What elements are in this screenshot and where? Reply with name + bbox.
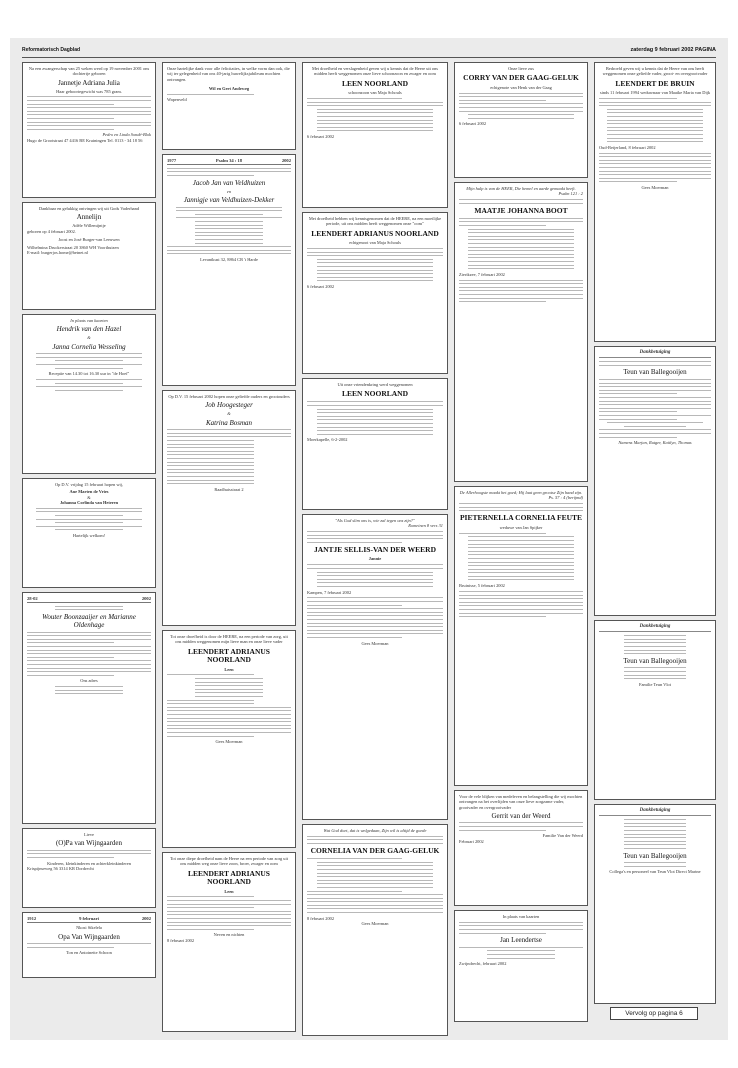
column-5 — [594, 62, 716, 1008]
obituary-leen-noorland-2: Met droefheid hebben wij kennisgenomen dat de HEERE, na een moeilijke periode, uit ons midden heeft weggenomen onze "oom" LEENDERT ADRIANUS NOORLAND echtgenoot van Maja Schouls 6 februari 2002 — [302, 212, 448, 374]
continued-on-page-6: Vervolg op pagina 6 — [610, 1007, 698, 1020]
obituary-sellis-van-der-weerd: "Als God slim ons is, wie zal tegen ons zijn?" Romeinen 8 vers 31 JANTJE SELLIS-VAN DER WEERD Jannie Kampen, 7 februari 2002 Gees Moerman — [302, 514, 448, 820]
birthday-opa-van-wijngaarden: 1912 9 februari 2002 Nkosi Sikelela Opa Van Wijngaarden Ton en Antoinette Schoon — [22, 912, 156, 978]
thanks-ballegooijen-family: Dankbetuiging Teun van Ballegooijen Namens Marjan, Rutger, Kaitlyn, Thomas — [594, 346, 716, 616]
page-date: zaterdag 9 februari 2002 PAGINA — [630, 47, 716, 53]
paper-name: Reformatorisch Dagblad — [22, 47, 81, 53]
obituary-leendert-de-bruin: Bedroefd geven wij u kennis dat de Heere van ons heeft weggenomen onze geliefde vader, groot- en overgrootvader LEENDERT DE BRUIN sinds 11 februari 1994 weduwnaar van Maaike Maria van Dijk Oud-Beijerland, 8 februari 2002 Gees Moerman — [594, 62, 716, 342]
greeting-opa-van-wijngaarden: Lieve (O)Pa van Wijngaarden Kinderen, kleinkinderen en achterkleinkinderen Krispijnseweg 56 3314 KR Dordrecht — [22, 828, 156, 908]
obituary-corry-van-der-gaag: Onze lieve zus CORRY VAN DER GAAG-GELUK echtgenote van Henk van der Gaag 6 februari 2002 — [454, 62, 588, 178]
anniversary-boonzaaijer: 28-02 2002 Wouter Boonzaaijer en Marianne Oldenhage Ons adres — [22, 592, 156, 824]
child-name: Jannetje Adriana Julia — [58, 78, 120, 87]
obituary-noorland-parents: Tot onze diepe droefheid nam de Heere na een periode van zorg uit ons midden weg onze lieve zoon, broer, zwager en oom LEENDERT ADRIANUS NOORLAND Leen Neven en nichten 8 februari 2002 — [162, 852, 296, 1032]
birth-announcement-jannetje: Na een zwangerschap van 25 weken werd op 19 november 2001 ons dochtertje geboren Jannetje Adriana Julia Haar geboortegewicht was 785 gram. Pedro en Linda Sondé-Blok Hugo de Grootstraat 47 4416 BE Kruiningen Tel. 0113 - 34 18 56 — [22, 62, 156, 198]
obituary-noorland-family: Tot onze droefheid is door de HEERE, na een periode van zorg, uit ons midden weggenomen mijn lieve man en onze lieve vader LEENDERT ADRIANUS NOORLAND Leen Gees Moerman — [162, 630, 296, 848]
wedding-announcement-de-vries: Op D.V. vrijdag 15 februari hopen wij, Ane Marten de Vries & Johanna Corlinda van Heteren Hartelijk welkom! — [22, 478, 156, 588]
obituary-van-der-gaag-geluk: Wat God doet, dat is welgedaan, Zijn wil is altijd de goede CORNELIA VAN DER GAAG-GELUK 8 februari 2002 Gees Moerman — [302, 824, 448, 1036]
obituary-leen-noorland-friends: Uit onze vriendenkring werd weggenomen LEEN NOORLAND Moerkapelle, 6-2-2002 — [302, 378, 448, 510]
thanks-ballegooijen-vlot: Dankbetuiging Teun van Ballegooijen Familie Teun Vlot — [594, 620, 716, 800]
column-4 — [454, 62, 588, 1026]
thanks-andeweg: Onze hartelijke dank voor alle felicitaties, in welke vorm dan ook, die wij ter gelegenheid van ons 40-jarig huwelijksjubileum mochten ontvangen. Wil en Gert Andeweg Wapenveld — [162, 62, 296, 150]
column-2 — [162, 62, 296, 1036]
wedding-announcement-van-den-hazel: In plaats van kaarten Hendrik van den Hazel & Janna Cornelia Wesseling Receptie van 14.30 tot 16.30 uur in "de Hoef" — [22, 314, 156, 474]
column-1 — [22, 62, 156, 982]
thanks-ballegooijen-colleagues: Dankbetuiging Teun van Ballegooijen Collega's en personeel van Teun Vlot Direct Marine — [594, 804, 716, 1004]
obituary-leen-noorland-1: Met droefheid en verslagenheid geven wij u kennis dat de Heere uit ons midden heeft weggenomen onze lieve schoonzoon en zwager en oom LEEN NOORLAND schoonzoon van Maja Schouls 6 februari 2002 — [302, 62, 448, 208]
birth-announcement-annelijn: Dankbaar en gelukkig ontvingen wij uit Gods Vaderhand Annelijn Adèle Willemijntje geboren op 4 februari 2002. Joost en José Burger-van Leeuwen Wilhelmina Druckerstraat 20 3860 WH Voorthuizen E-mail: burgerjos.home@hetnet.nl — [22, 202, 156, 310]
header-rule — [22, 57, 716, 58]
column-3 — [302, 62, 448, 1040]
scan-margin — [0, 0, 738, 38]
newspaper-page — [10, 38, 728, 1040]
obituary-maatje-johanna-boot: Mijn hulp is van de HEER, Die hemel en aarde gemaakt heeft. Psalm 121 : 2 MAATJE JOHANNA BOOT Zierikzee, 7 februari 2002 — [454, 182, 588, 482]
thanks-leendertse: In plaats van kaarten Jan Leendertse Zwijndrecht, februari 2002 — [454, 910, 588, 1022]
obituary-feute: De Allerhoogste maakt het goed; Hij laat geen grootse Zijn hand zijn. Ps. 57 : 4 (berijmd) PIETERNELLA CORNELIA FEUTE weduwe van Jan Spijker Bruinisse, 5 februari 2002 — [454, 486, 588, 786]
anniversary-hoogesteger: Op D.V. 15 februari 2002 hopen onze geliefde ouders en grootouders Job Hoogesteger & Katrina Bosman Raadhuisstraat 2 — [162, 390, 296, 626]
thanks-van-der-weerd: Voor de vele blijken van medeleven en belangstelling die wij mochten ontvangen na het overlijden van onze lieve zorgzame vader, grootvader en overgrootvader Gerrit van der Weerd Familie Van der Weerd Februari 2002 — [454, 790, 588, 906]
anniversary-van-veldhuizen: 1977 Psalm 34 : 18 2002 Jacob Jan van Veldhuizen en Jannigje van Veldhuizen-Dekker Levantkust 32, 8864 CR 't Harde — [162, 154, 296, 386]
